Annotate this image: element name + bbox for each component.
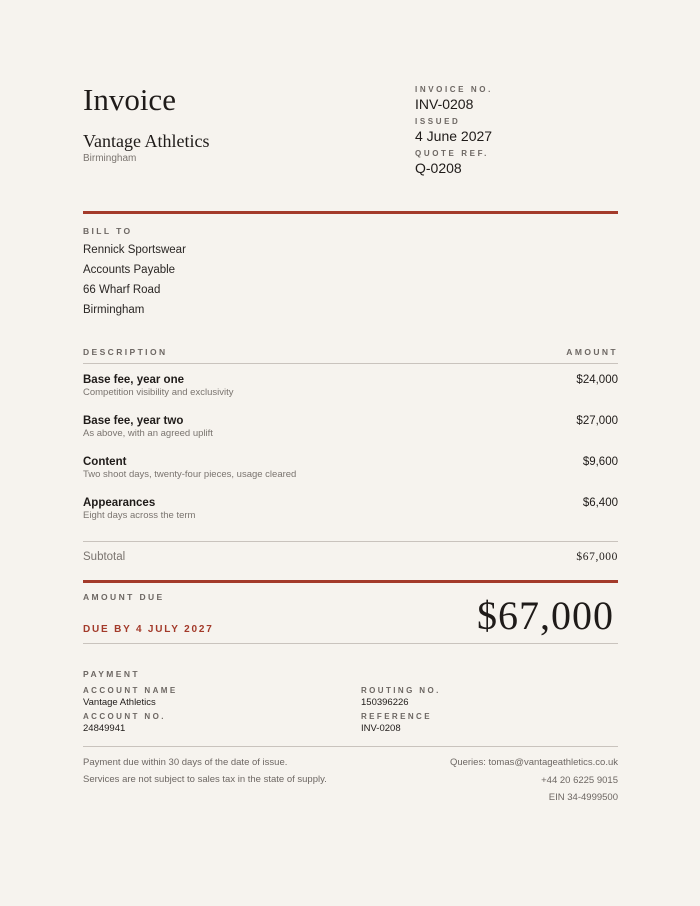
item-description: Eight days across the term [83, 510, 196, 521]
quote-ref-label: QUOTE REF. [415, 149, 490, 158]
subtotal-value: $67,000 [576, 551, 618, 563]
routing-number: 150396226 [361, 697, 409, 708]
reference: INV-0208 [361, 723, 401, 734]
company-city: Birmingham [83, 153, 137, 164]
table-row [83, 374, 618, 415]
items-table-header [83, 347, 618, 364]
amount-due-label: AMOUNT DUE [83, 592, 165, 602]
quote-ref: Q-0208 [415, 160, 462, 176]
item-name: Base fee, year one [83, 374, 185, 386]
amount-due-divider [83, 580, 618, 583]
payment-label: PAYMENT [83, 669, 140, 679]
footer-terms [83, 754, 327, 788]
reference-label: REFERENCE [361, 712, 432, 721]
description-column-header: DESCRIPTION [83, 347, 168, 357]
item-description: Competition visibility and exclusivity [83, 387, 234, 398]
item-name: Base fee, year two [83, 415, 184, 427]
due-date: DUE BY 4 JULY 2027 [83, 624, 214, 635]
table-row [83, 497, 618, 538]
contact-email: Queries: tomas@vantageathletics.co.uk [449, 757, 618, 768]
invoice-number: INV-0208 [415, 96, 474, 112]
item-description: Two shoot days, twenty-four pieces, usage cleared [83, 469, 297, 480]
bill-to-line: 66 Wharf Road [83, 284, 161, 296]
item-amount: $6,400 [582, 497, 618, 509]
bill-to-line: Rennick Sportswear [83, 244, 186, 256]
item-name: Content [83, 456, 127, 468]
contact-ein: EIN 34-4999500 [548, 792, 618, 803]
issued-date: 4 June 2027 [415, 128, 493, 144]
subtotal-rule [83, 541, 618, 542]
account-name-label: ACCOUNT NAME [83, 686, 178, 695]
amount-due-value: $67,000 [477, 593, 614, 638]
invoice-meta [415, 85, 493, 181]
footer-contact [450, 754, 618, 807]
payment-left-column [83, 685, 178, 737]
bill-to-label: BILL TO [83, 226, 133, 236]
company-name: Vantage Athletics [83, 131, 210, 151]
line-items [83, 374, 618, 538]
footer-term: Payment due within 30 days of the date of issue. [83, 757, 288, 768]
page-title: Invoice [83, 82, 176, 117]
item-amount: $9,600 [582, 456, 618, 468]
subtotal-label: Subtotal [83, 551, 126, 563]
account-number: 24849941 [83, 723, 126, 734]
header-rule [83, 363, 618, 364]
table-row [83, 415, 618, 456]
contact-phone: +44 20 6225 9015 [541, 774, 618, 786]
amount-column-header: AMOUNT [566, 347, 618, 357]
bill-to-section [83, 226, 186, 320]
payment-right-column [361, 685, 441, 737]
subtotal-row [83, 551, 618, 563]
table-row [83, 456, 618, 497]
item-amount: $24,000 [576, 374, 618, 386]
amount-due-rule [83, 643, 618, 644]
payment-section [83, 669, 618, 735]
amount-due-section [83, 592, 618, 644]
item-description: As above, with an agreed uplift [83, 428, 213, 439]
invoice-header [83, 82, 209, 164]
invoice-number-label: INVOICE NO. [415, 85, 493, 94]
header-divider [83, 211, 618, 214]
footer-term: Services are not subject to sales tax in the state of supply. [83, 774, 327, 785]
issued-label: ISSUED [415, 117, 461, 126]
bill-to-line: Birmingham [83, 304, 145, 316]
item-amount: $27,000 [576, 415, 618, 427]
account-number-label: ACCOUNT NO. [83, 712, 166, 721]
routing-number-label: ROUTING NO. [361, 686, 441, 695]
item-name: Appearances [83, 497, 156, 509]
account-name: Vantage Athletics [83, 697, 156, 708]
bill-to-line: Accounts Payable [83, 264, 176, 276]
footer-rule [83, 746, 618, 747]
